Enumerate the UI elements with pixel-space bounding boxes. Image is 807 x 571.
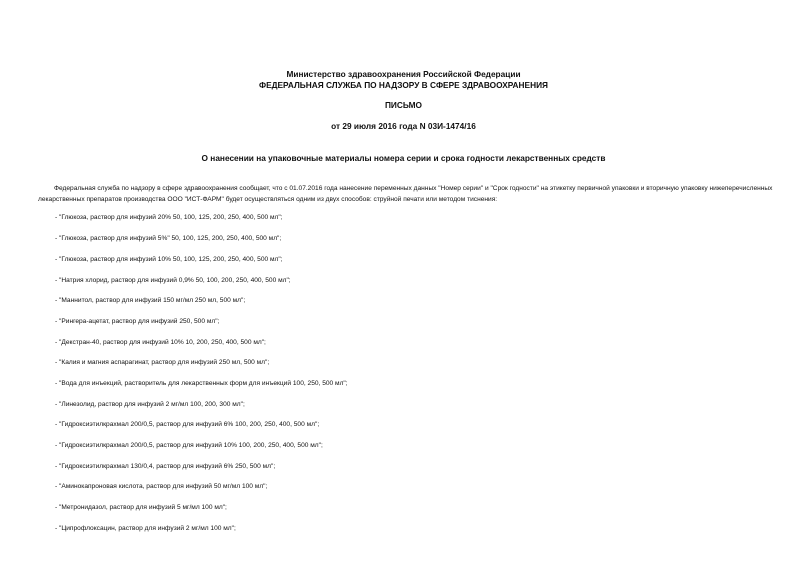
list-item: - "Вода для инъекций, растворитель для лекарственных форм для инъекций 100, 250, 500 мл"; — [55, 380, 348, 387]
list-item: - "Гидроксиэтилкрахмал 130/0,4, раствор для инфузий 6% 250, 500 мл"; — [55, 463, 276, 470]
list-item: - "Метронидазол, раствор для инфузий 5 мг/мл 100 мл"; — [55, 504, 227, 511]
list-item: - "Линезолид, раствор для инфузий 2 мг/мл 100, 200, 300 мл"; — [55, 401, 245, 408]
ministry-name: Министерство здравоохранения Российской Федерации — [286, 69, 521, 79]
document-subject: О нанесении на упаковочные материалы номера серии и срока годности лекарственных средств — [201, 153, 606, 163]
list-item: - "Натрия хлорид, раствор для инфузий 0,9% 50, 100, 200, 250, 400, 500 мл"; — [55, 277, 291, 284]
list-item: - "Глюкоза, раствор для инфузий 20% 50, 100, 125, 200, 250, 400, 500 мл"; — [55, 214, 283, 221]
list-item: - "Гидроксиэтилкрахмал 200/0,5, раствор для инфузий 10% 100, 200, 250, 400, 500 мл"; — [55, 442, 323, 449]
list-item: - "Глюкоза, раствор для инфузий 5%" 50, 100, 125, 200, 250, 400, 500 мл"; — [55, 235, 282, 242]
list-item: - "Маннитол, раствор для инфузий 150 мг/мл 250 мл, 500 мл"; — [55, 297, 246, 304]
list-item: - "Рингера-ацетат, раствор для инфузий 250, 500 мл"; — [55, 318, 220, 325]
document-date-number: от 29 июля 2016 года N 03И-1474/16 — [331, 121, 476, 131]
list-item: - "Декстран-40, раствор для инфузий 10% 10, 200, 250, 400, 500 мл"; — [55, 339, 266, 346]
intro-paragraph: Федеральная служба по надзору в сфере здравоохранения сообщает, что с 01.07.2016 года нанесение переменных данных "Номер серии" и "Срок годности" на этикетку первичной упаковки и вторичную упаковку нижеперечисленных лекарственных препаратов производства ООО "ИСТ-ФАРМ" будет осуществляться одним из двух способов: струйной печати или методом тиснения: — [38, 185, 773, 203]
list-item: - "Гидроксиэтилкрахмал 200/0,5, раствор для инфузий 6% 100, 200, 250, 400, 500 мл"; — [55, 421, 320, 428]
list-item: - "Глюкоза, раствор для инфузий 10% 50, 100, 125, 200, 250, 400, 500 мл"; — [55, 256, 283, 263]
service-name: ФЕДЕРАЛЬНАЯ СЛУЖБА ПО НАДЗОРУ В СФЕРЕ ЗДРАВООХРАНЕНИЯ — [259, 80, 548, 90]
list-item: - "Ципрофлоксацин, раствор для инфузий 2 мг/мл 100 мл"; — [55, 525, 236, 532]
list-item: - "Калия и магния аспарагинат, раствор для инфузий 250 мл, 500 мл"; — [55, 359, 270, 366]
document-type: ПИСЬМО — [384, 100, 423, 110]
list-item: - "Аминокапроновая кислота, раствор для инфузий 50 мг/мл 100 мл"; — [55, 483, 268, 490]
